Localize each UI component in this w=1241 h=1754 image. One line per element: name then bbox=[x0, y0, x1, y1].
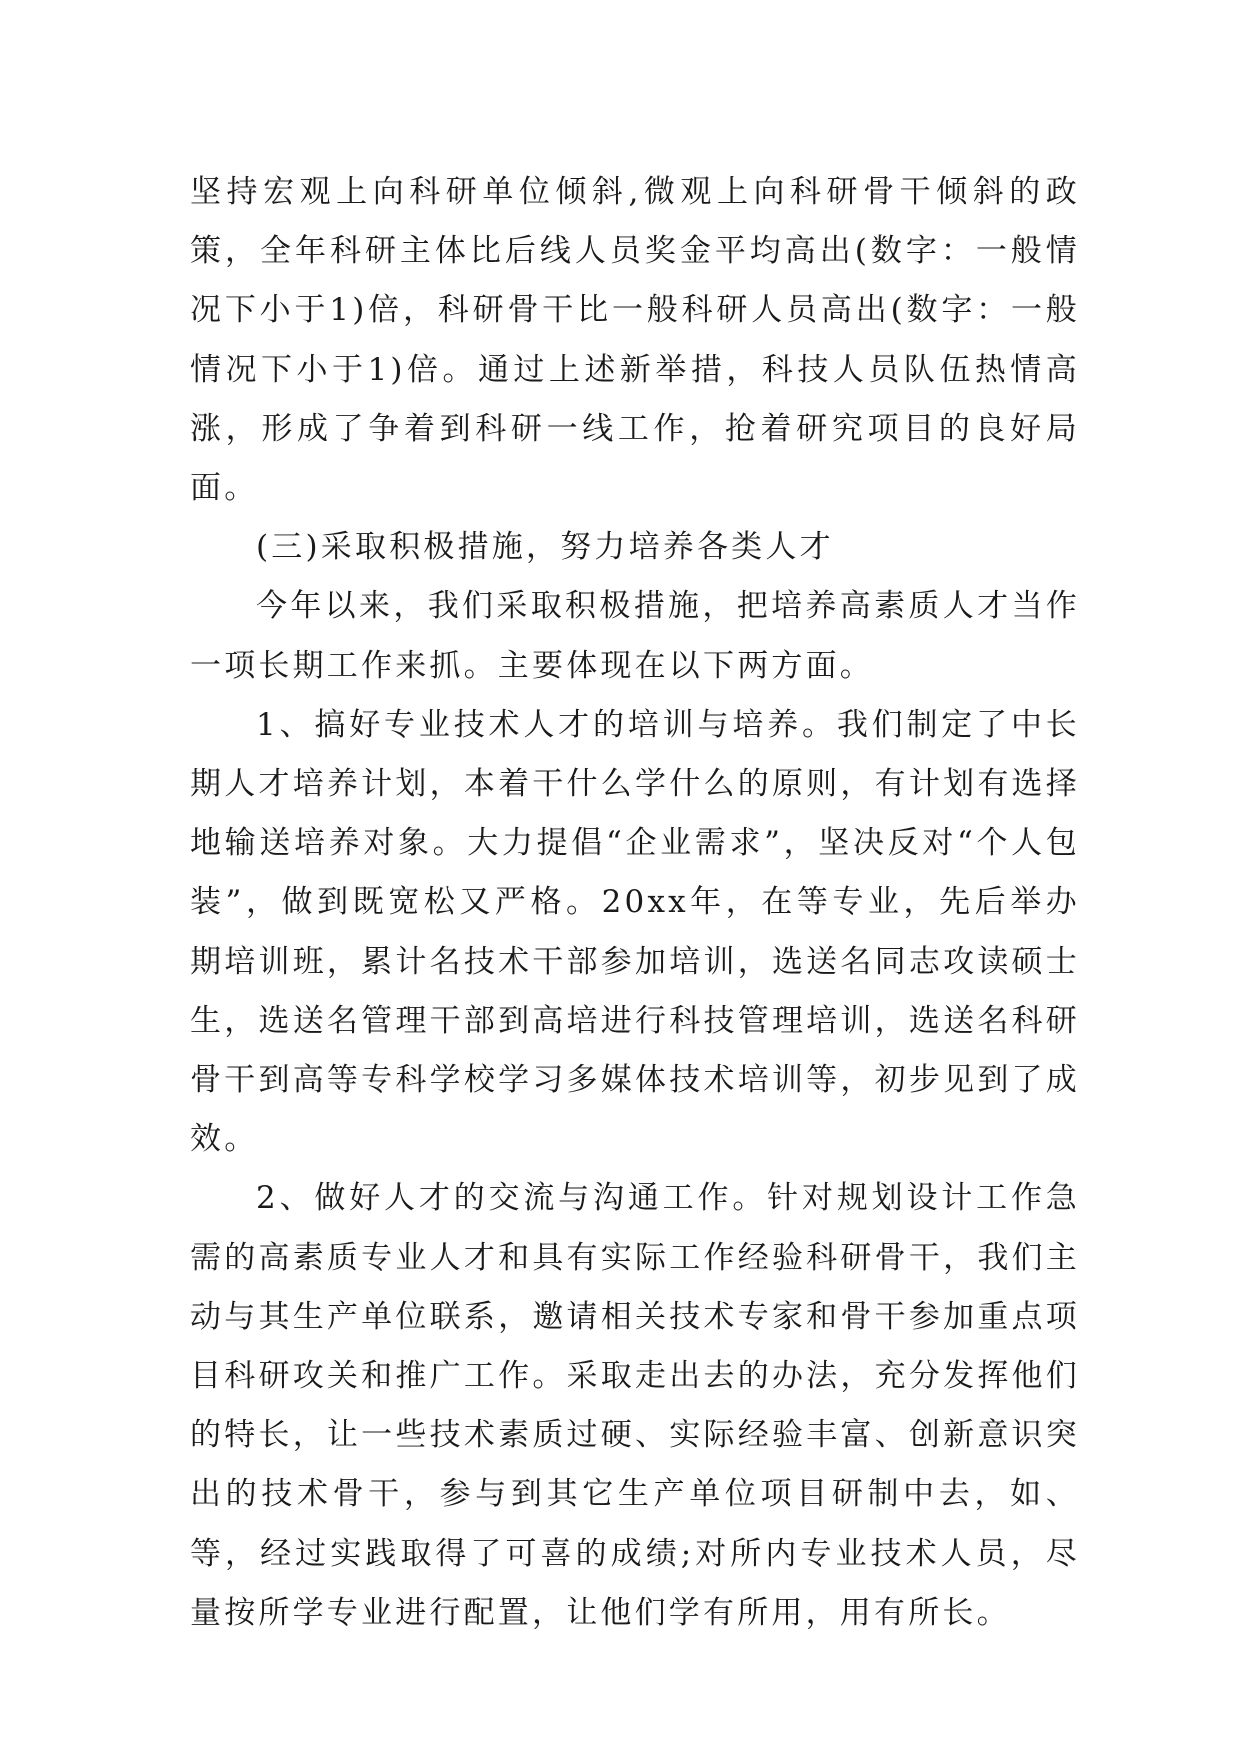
paragraph-intro: 今年以来，我们采取积极措施，把培养高素质人才当作一项长期工作来抓。主要体现在以下两方面。 bbox=[190, 588, 1080, 684]
section-heading-talent: (三)采取积极措施，努力培养各类人才 bbox=[256, 529, 834, 566]
paragraph-policy: 坚持宏观上向科研单位倾斜,微观上向科研骨干倾斜的政策，全年科研主体比后线人员奖金平均高出(数字：一般情况下小于1)倍，科研骨干比一般科研人员高出(数字：一般情况下小于1)倍。通过上述新举措，科技人员队伍热情高涨，形成了争着到科研一线工作，抢着研究项目的良好局面。 bbox=[190, 174, 1080, 507]
paragraph-training: 1、搞好专业技术人才的培训与培养。我们制定了中长期人才培养计划，本着干什么学什么的原则，有计划有选择地输送培养对象。大力提倡“企业需求”，坚决反对“个人包装”，做到既宽松又严格。20xx年，在等专业，先后举办期培训班，累计名技术干部参加培训，选送名同志攻读硕士生，选送名管理干部到高培进行科技管理培训，选送名科研骨干到高等专科学校学习多媒体技术培训等，初步见到了成效。 bbox=[190, 706, 1080, 1158]
paragraph-exchange: 2、做好人才的交流与沟通工作。针对规划设计工作急需的高素质专业人才和具有实际工作经验科研骨干，我们主动与其生产单位联系，邀请相关技术专家和骨干参加重点项目科研攻关和推广工作。采取走出去的办法，充分发挥他们的特长，让一些技术素质过硬、实际经验丰富、创新意识突出的技术骨干，参与到其它生产单位项目研制中去，如、等，经过实践取得了可喜的成绩;对所内专业技术人员，尽量按所学专业进行配置，让他们学有所用，用有所长。 bbox=[190, 1180, 1080, 1631]
document-body bbox=[190, 163, 1080, 1643]
